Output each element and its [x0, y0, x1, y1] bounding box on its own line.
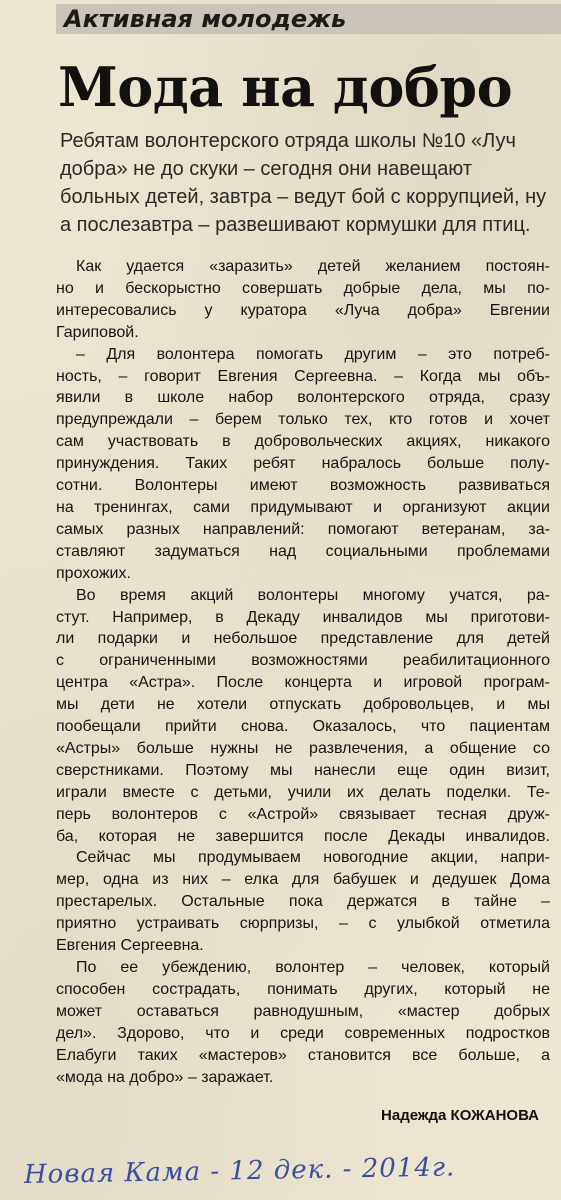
body-line: По ее убеждению, волонтер – человек, который — [76, 959, 550, 976]
lead-line: добра» не до скуки – сегодня они навещают — [60, 158, 473, 180]
body-line: сам участвовать в добровольческих акциях, никакого — [56, 433, 550, 451]
body-line: явили в школе набор волонтерского отряда, сразу — [56, 389, 550, 407]
body-line: Гариповой. — [56, 323, 139, 341]
body-line: мы дети не хотели отпускать добровольцев, и мы — [56, 696, 550, 714]
body-line: принуждения. Таких ребят набралось больше полу- — [56, 455, 550, 473]
body-line: на тренингах, сами придумывают и организуют акции — [56, 498, 550, 516]
body-line: – Для волонтера помогать другим – это потреб- — [76, 345, 550, 363]
body-line: играли вместе с детьми, учили их делать поделки. Те- — [56, 783, 550, 801]
body-line: предупреждали – берем только тех, кто готов и хочет — [56, 411, 550, 429]
body-line: Как удается «заразить» детей желанием постоян- — [76, 258, 550, 275]
author-signature: Надежда КОЖАНОВА — [381, 1107, 539, 1124]
article-lead — [60, 127, 560, 239]
body-line: приятно устраивать сюрпризы, – с улыбкой отметила — [56, 915, 550, 933]
body-line: «Астры» больше нужны не развлечения, а общение со — [56, 739, 550, 757]
body-line: престарелых. Остальные пока держатся в тайне – — [56, 893, 550, 911]
body-line: Сейчас мы продумываем новогодние акции, напри- — [76, 849, 550, 867]
body-line: Елабуги таких «мастеров» становится все больше, а — [56, 1046, 550, 1064]
body-line: может оставаться равнодушным, «мастер добрых — [56, 1002, 550, 1020]
body-line: самых разных направлений: помогают ветеранам, за- — [56, 520, 550, 538]
body-line: ба, которая не завершится после Декады инвалидов. — [56, 827, 550, 845]
article-headline: Мода на добро — [58, 55, 513, 119]
body-line: дел». Здорово, что и среди современных подростков — [56, 1024, 550, 1042]
body-line: интересовались у куратора «Луча добра» Евгении — [56, 301, 550, 319]
body-line: сверстниками. Поэтому мы нанесли еще один визит, — [56, 761, 550, 779]
body-line: центра «Астра». После концерта и игровой програм- — [56, 674, 550, 692]
body-line: ставляют задуматься над социальными проблемами — [56, 542, 550, 560]
lead-line: а послезавтра – развешивают кормушки для птиц. — [60, 214, 531, 236]
body-line: ли подарки и небольшое представление для детей — [56, 630, 550, 648]
body-line: с ограниченными возможностями реабилитационного — [56, 652, 550, 670]
body-line: сотни. Волонтеры имеют возможность развиваться — [56, 477, 550, 495]
body-line: перь волонтеров с «Астрой» связывает тесная друж- — [56, 805, 550, 823]
body-line: мер, одна из них – елка для бабушек и дедушек Дома — [56, 871, 550, 889]
body-line: стут. Например, в Декаду инвалидов мы приготови- — [56, 608, 550, 626]
rubric-title: Активная молодежь — [64, 5, 347, 33]
handwritten-note: Новая Кама - 12 дек. - 2014г. — [23, 1152, 456, 1190]
body-line: прохожих. — [56, 564, 131, 582]
body-line: Евгения Сергеевна. — [56, 937, 204, 955]
body-line: Во время акций волонтеры многому учатся, ра- — [76, 586, 550, 604]
body-line: «мода на добро» – заражает. — [56, 1068, 274, 1086]
article-body — [56, 256, 550, 1088]
body-line: ность, – говорит Евгения Сергеевна. – Когда мы объ- — [56, 367, 550, 385]
body-line: пообещали прийти снова. Оказалось, что пациентам — [56, 718, 550, 736]
body-line: способен сострадать, понимать других, который не — [56, 980, 550, 998]
lead-line: Ребятам волонтерского отряда школы №10 «Луч — [60, 130, 516, 152]
lead-line: больных детей, завтра – ведут бой с коррупцией, ну — [60, 186, 547, 208]
body-line: но и бескорыстно совершать добрые дела, мы по- — [56, 279, 550, 297]
